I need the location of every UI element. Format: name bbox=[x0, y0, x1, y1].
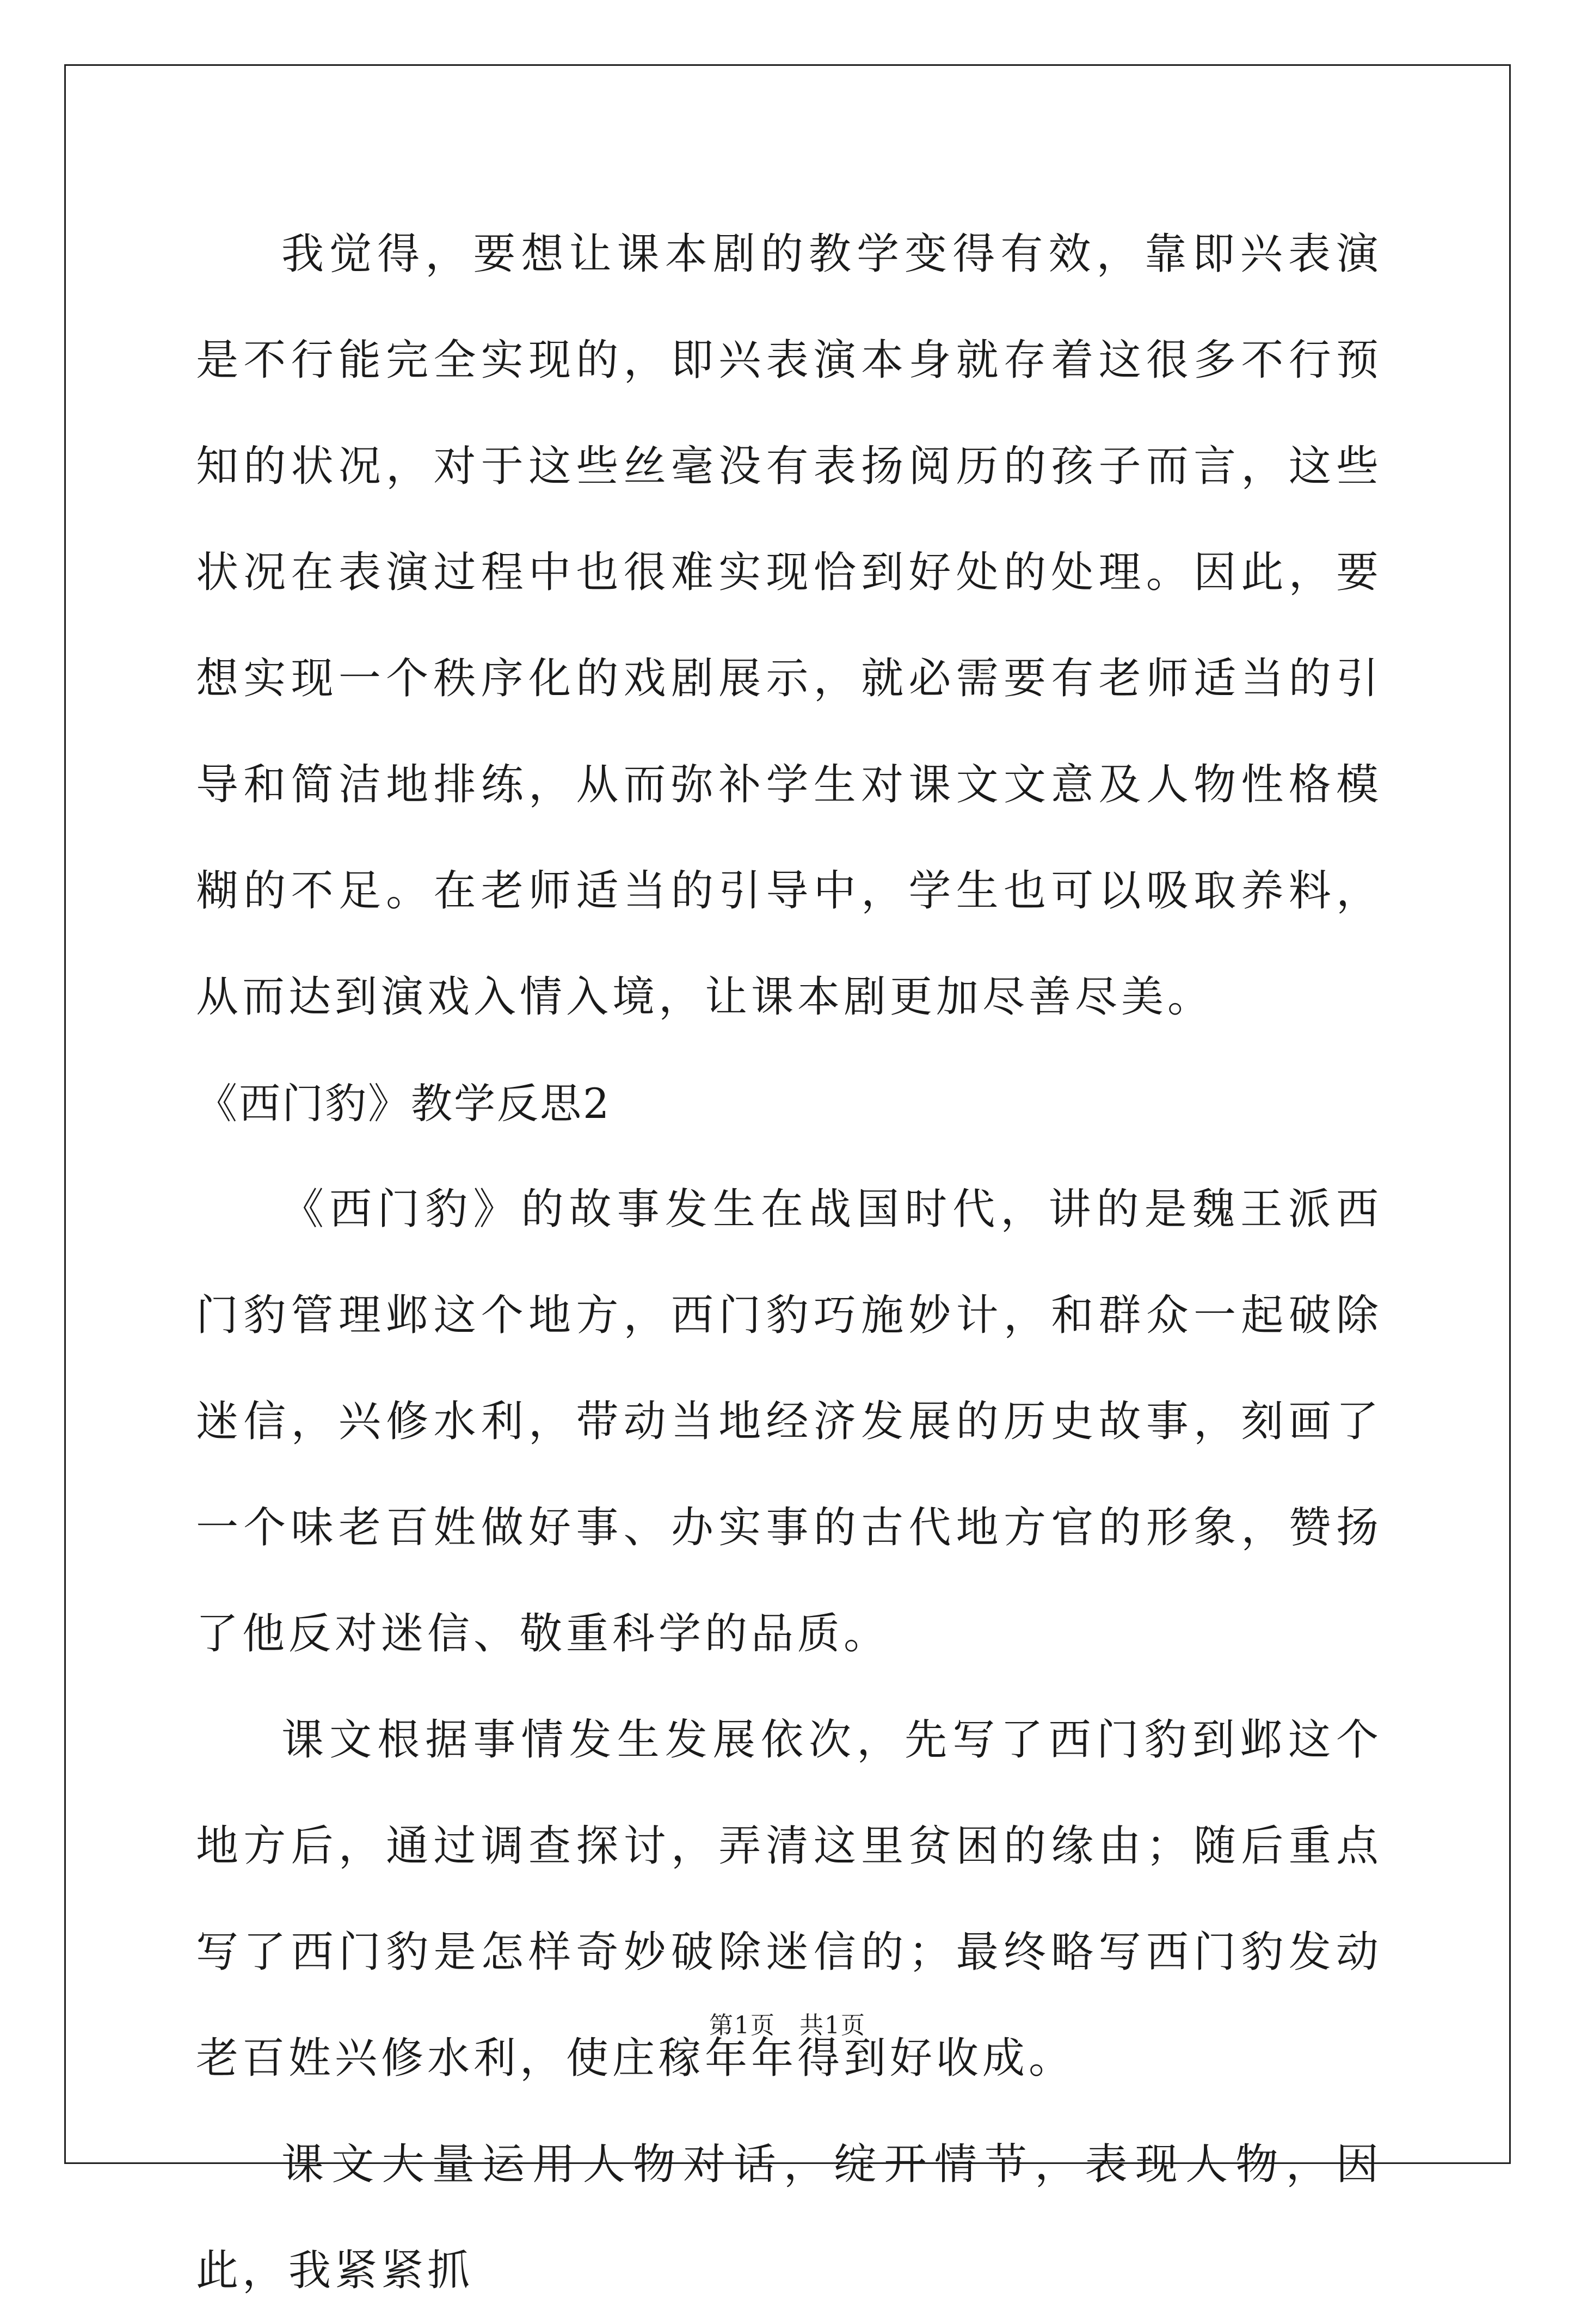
body-paragraph: 课文根据事情发生发展依次，先写了西门豹到邺这个地方后，通过调查探讨，弄清这里贫困的缘由；随后重点写了西门豹是怎样奇妙破除迷信的；最终略写西门豹发动老百姓兴修水利，使庄稼年年得到好收成。 bbox=[196, 1716, 1382, 2083]
body-paragraph: 《西门豹》的故事发生在战国时代，讲的是魏王派西门豹管理邺这个地方，西门豹巧施妙计，和群众一起破除迷信，兴修水利，带动当地经济发展的历史故事，刻画了一个味老百姓做好事、办实事的古代地方官的形象，赞扬了他反对迷信、敬重科学的品质。 bbox=[196, 1185, 1382, 1658]
page-number: 第1页 bbox=[709, 2012, 776, 2039]
body-paragraph: 课文大量运用人物对话，绽开情节，表现人物，因此，我紧紧抓 bbox=[196, 2140, 1382, 2295]
body-paragraph: 我觉得，要想让课本剧的教学变得有效，靠即兴表演是不行能完全实现的，即兴表演本身就存着这很多不行预知的状况，对于这些丝毫没有表扬阅历的孩子而言，这些状况在表演过程中也很难实现恰到好处的处理。因此，要想实现一个秩序化的戏剧展示，就必需要有老师适当的引导和简洁地排练，从而弥补学生对课文文意及人物性格模糊的不足。在老师适当的引导中，学生也可以吸取养料，从而达到演戏入情入境，让课本剧更加尽善尽美。 bbox=[196, 230, 1382, 1022]
section-heading: 《西门豹》教学反思2 bbox=[196, 1079, 611, 1128]
page-footer bbox=[0, 2006, 1575, 2040]
page-total: 共1页 bbox=[799, 2012, 866, 2039]
